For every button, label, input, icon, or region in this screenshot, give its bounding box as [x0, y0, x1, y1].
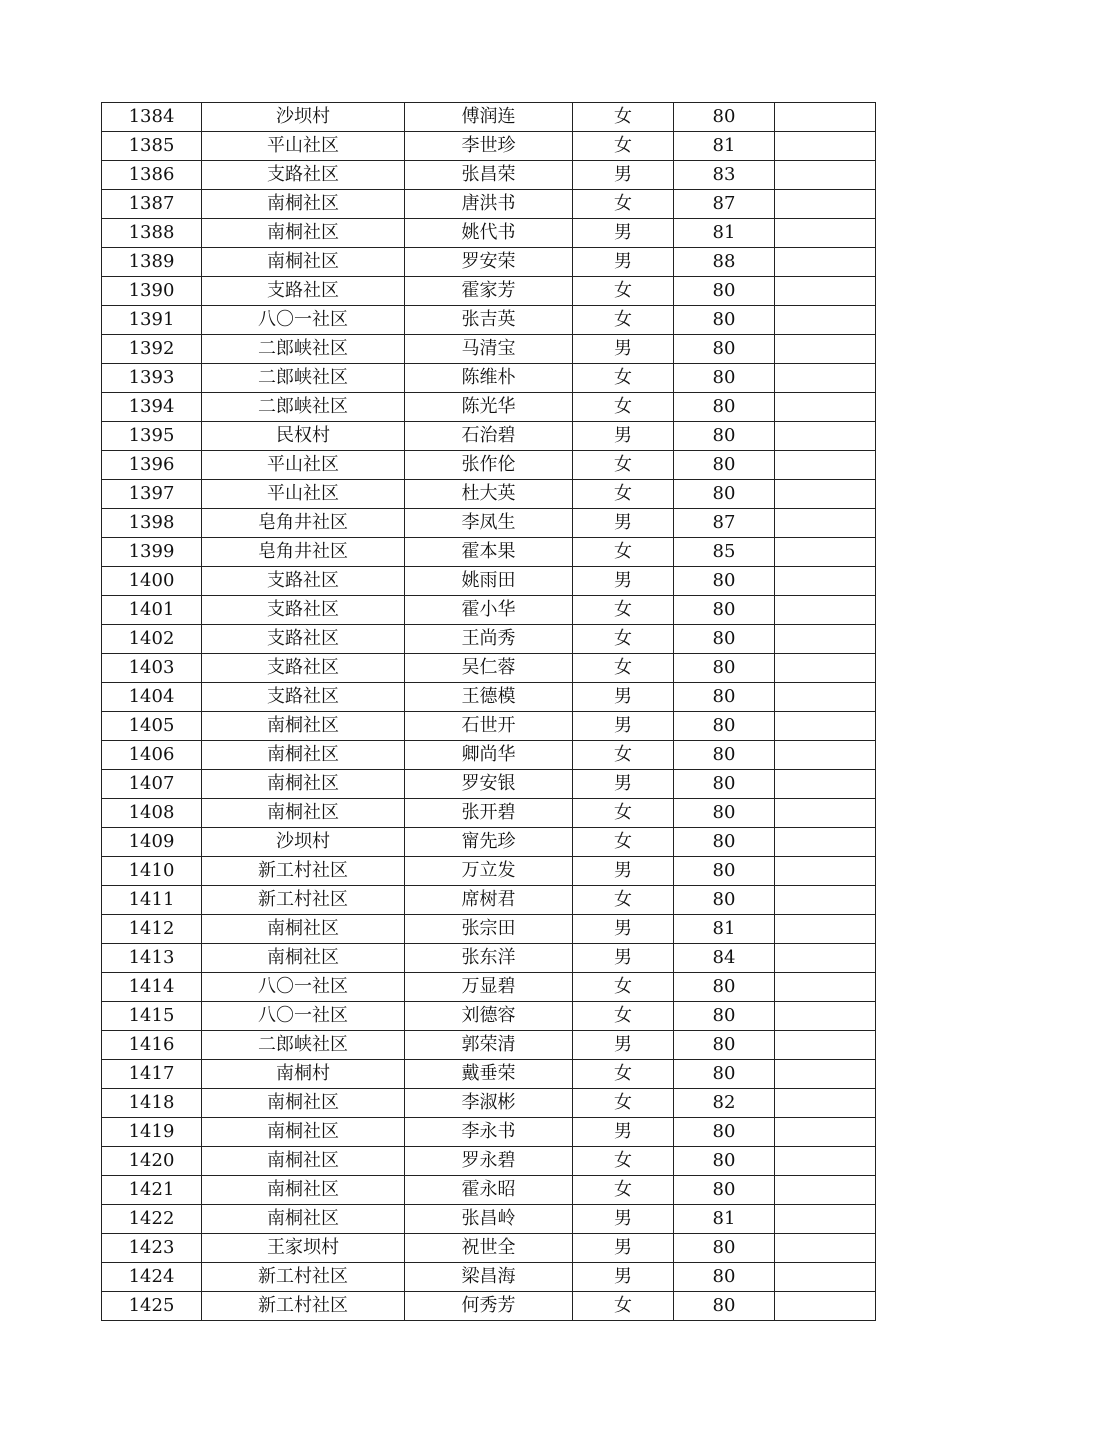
row-number-cell: 1394	[102, 393, 202, 422]
person-name-cell: 李淑彬	[405, 1089, 573, 1118]
table-row	[102, 1031, 876, 1060]
row-number-cell: 1396	[102, 451, 202, 480]
age-cell: 80	[674, 654, 775, 683]
community-cell: 沙坝村	[202, 828, 405, 857]
community-cell: 南桐社区	[202, 915, 405, 944]
person-name-cell: 刘德容	[405, 1002, 573, 1031]
community-cell: 八〇一社区	[202, 1002, 405, 1031]
note-cell	[775, 625, 876, 654]
table-row	[102, 103, 876, 132]
age-cell: 81	[674, 915, 775, 944]
age-cell: 80	[674, 335, 775, 364]
table-row	[102, 1089, 876, 1118]
note-cell	[775, 683, 876, 712]
row-number-cell: 1409	[102, 828, 202, 857]
row-number-cell: 1416	[102, 1031, 202, 1060]
age-cell: 80	[674, 1002, 775, 1031]
gender-cell: 女	[573, 277, 674, 306]
age-cell: 80	[674, 1292, 775, 1321]
age-cell: 80	[674, 683, 775, 712]
age-cell: 81	[674, 132, 775, 161]
age-cell: 80	[674, 828, 775, 857]
community-cell: 八〇一社区	[202, 306, 405, 335]
note-cell	[775, 219, 876, 248]
community-cell: 南桐社区	[202, 799, 405, 828]
note-cell	[775, 1002, 876, 1031]
row-number-cell: 1384	[102, 103, 202, 132]
person-name-cell: 吴仁蓉	[405, 654, 573, 683]
row-number-cell: 1424	[102, 1263, 202, 1292]
community-cell: 南桐社区	[202, 1176, 405, 1205]
community-cell: 二郎峡社区	[202, 1031, 405, 1060]
table-row	[102, 944, 876, 973]
table-row	[102, 1263, 876, 1292]
age-cell: 80	[674, 567, 775, 596]
gender-cell: 女	[573, 799, 674, 828]
row-number-cell: 1399	[102, 538, 202, 567]
age-cell: 81	[674, 1205, 775, 1234]
community-cell: 南桐社区	[202, 190, 405, 219]
gender-cell: 男	[573, 1205, 674, 1234]
table-row	[102, 451, 876, 480]
table-row	[102, 828, 876, 857]
note-cell	[775, 538, 876, 567]
note-cell	[775, 393, 876, 422]
person-name-cell: 罗安荣	[405, 248, 573, 277]
row-number-cell: 1417	[102, 1060, 202, 1089]
table-row	[102, 538, 876, 567]
row-number-cell: 1398	[102, 509, 202, 538]
age-cell: 80	[674, 857, 775, 886]
community-cell: 二郎峡社区	[202, 364, 405, 393]
gender-cell: 女	[573, 1089, 674, 1118]
table-row	[102, 1147, 876, 1176]
community-cell: 新工村社区	[202, 1263, 405, 1292]
note-cell	[775, 1118, 876, 1147]
person-name-cell: 李世珍	[405, 132, 573, 161]
person-name-cell: 唐洪书	[405, 190, 573, 219]
gender-cell: 男	[573, 509, 674, 538]
note-cell	[775, 741, 876, 770]
person-name-cell: 万显碧	[405, 973, 573, 1002]
community-cell: 支路社区	[202, 625, 405, 654]
note-cell	[775, 364, 876, 393]
note-cell	[775, 770, 876, 799]
gender-cell: 男	[573, 944, 674, 973]
row-number-cell: 1402	[102, 625, 202, 654]
gender-cell: 男	[573, 161, 674, 190]
row-number-cell: 1393	[102, 364, 202, 393]
age-cell: 80	[674, 103, 775, 132]
table-row	[102, 654, 876, 683]
row-number-cell: 1400	[102, 567, 202, 596]
age-cell: 80	[674, 973, 775, 1002]
table-row	[102, 509, 876, 538]
note-cell	[775, 161, 876, 190]
row-number-cell: 1413	[102, 944, 202, 973]
person-name-cell: 甯先珍	[405, 828, 573, 857]
note-cell	[775, 1292, 876, 1321]
row-number-cell: 1415	[102, 1002, 202, 1031]
community-cell: 南桐社区	[202, 248, 405, 277]
age-cell: 80	[674, 712, 775, 741]
row-number-cell: 1392	[102, 335, 202, 364]
note-cell	[775, 248, 876, 277]
note-cell	[775, 451, 876, 480]
community-cell: 南桐社区	[202, 1205, 405, 1234]
note-cell	[775, 306, 876, 335]
community-cell: 支路社区	[202, 683, 405, 712]
table-row	[102, 857, 876, 886]
row-number-cell: 1411	[102, 886, 202, 915]
gender-cell: 女	[573, 886, 674, 915]
person-name-cell: 李凤生	[405, 509, 573, 538]
table-row	[102, 712, 876, 741]
table-row	[102, 1002, 876, 1031]
row-number-cell: 1423	[102, 1234, 202, 1263]
community-cell: 南桐社区	[202, 944, 405, 973]
note-cell	[775, 1234, 876, 1263]
person-name-cell: 陈光华	[405, 393, 573, 422]
table-row	[102, 770, 876, 799]
table-row	[102, 422, 876, 451]
person-name-cell: 张宗田	[405, 915, 573, 944]
row-number-cell: 1419	[102, 1118, 202, 1147]
gender-cell: 男	[573, 712, 674, 741]
gender-cell: 男	[573, 335, 674, 364]
gender-cell: 女	[573, 393, 674, 422]
note-cell	[775, 1205, 876, 1234]
community-cell: 皂角井社区	[202, 538, 405, 567]
table-row	[102, 306, 876, 335]
row-number-cell: 1386	[102, 161, 202, 190]
note-cell	[775, 915, 876, 944]
age-cell: 80	[674, 306, 775, 335]
age-cell: 81	[674, 219, 775, 248]
note-cell	[775, 480, 876, 509]
note-cell	[775, 654, 876, 683]
person-name-cell: 陈维朴	[405, 364, 573, 393]
gender-cell: 女	[573, 132, 674, 161]
person-name-cell: 张昌荣	[405, 161, 573, 190]
age-cell: 83	[674, 161, 775, 190]
person-name-cell: 张作伦	[405, 451, 573, 480]
gender-cell: 女	[573, 451, 674, 480]
person-name-cell: 霍小华	[405, 596, 573, 625]
table-row	[102, 190, 876, 219]
age-cell: 80	[674, 770, 775, 799]
note-cell	[775, 944, 876, 973]
community-cell: 平山社区	[202, 480, 405, 509]
gender-cell: 女	[573, 480, 674, 509]
row-number-cell: 1421	[102, 1176, 202, 1205]
community-cell: 平山社区	[202, 451, 405, 480]
gender-cell: 女	[573, 103, 674, 132]
gender-cell: 女	[573, 973, 674, 1002]
note-cell	[775, 1089, 876, 1118]
age-cell: 84	[674, 944, 775, 973]
table-row	[102, 625, 876, 654]
community-cell: 南桐村	[202, 1060, 405, 1089]
row-number-cell: 1412	[102, 915, 202, 944]
gender-cell: 女	[573, 190, 674, 219]
community-cell: 平山社区	[202, 132, 405, 161]
row-number-cell: 1425	[102, 1292, 202, 1321]
person-name-cell: 祝世全	[405, 1234, 573, 1263]
table-row	[102, 1176, 876, 1205]
person-name-cell: 张开碧	[405, 799, 573, 828]
gender-cell: 女	[573, 1060, 674, 1089]
person-name-cell: 戴垂荣	[405, 1060, 573, 1089]
row-number-cell: 1404	[102, 683, 202, 712]
note-cell	[775, 509, 876, 538]
table-row	[102, 161, 876, 190]
community-cell: 支路社区	[202, 596, 405, 625]
gender-cell: 女	[573, 1176, 674, 1205]
community-cell: 南桐社区	[202, 741, 405, 770]
note-cell	[775, 422, 876, 451]
community-cell: 新工村社区	[202, 886, 405, 915]
person-name-cell: 罗永碧	[405, 1147, 573, 1176]
table-row	[102, 1234, 876, 1263]
table-row	[102, 596, 876, 625]
person-name-cell: 姚雨田	[405, 567, 573, 596]
age-cell: 80	[674, 393, 775, 422]
gender-cell: 男	[573, 422, 674, 451]
person-name-cell: 霍永昭	[405, 1176, 573, 1205]
row-number-cell: 1387	[102, 190, 202, 219]
community-cell: 支路社区	[202, 654, 405, 683]
age-cell: 80	[674, 451, 775, 480]
person-name-cell: 张东洋	[405, 944, 573, 973]
person-name-cell: 罗安银	[405, 770, 573, 799]
row-number-cell: 1390	[102, 277, 202, 306]
person-name-cell: 李永书	[405, 1118, 573, 1147]
gender-cell: 男	[573, 1263, 674, 1292]
community-cell: 二郎峡社区	[202, 335, 405, 364]
gender-cell: 女	[573, 1292, 674, 1321]
note-cell	[775, 277, 876, 306]
row-number-cell: 1403	[102, 654, 202, 683]
note-cell	[775, 828, 876, 857]
community-cell: 支路社区	[202, 277, 405, 306]
person-name-cell: 万立发	[405, 857, 573, 886]
person-name-cell: 石世开	[405, 712, 573, 741]
table-row	[102, 1292, 876, 1321]
community-cell: 南桐社区	[202, 1147, 405, 1176]
person-name-cell: 王尚秀	[405, 625, 573, 654]
note-cell	[775, 973, 876, 1002]
gender-cell: 男	[573, 219, 674, 248]
person-name-cell: 马清宝	[405, 335, 573, 364]
row-number-cell: 1397	[102, 480, 202, 509]
table-row	[102, 335, 876, 364]
age-cell: 85	[674, 538, 775, 567]
community-cell: 南桐社区	[202, 770, 405, 799]
age-cell: 80	[674, 277, 775, 306]
note-cell	[775, 1031, 876, 1060]
community-cell: 支路社区	[202, 161, 405, 190]
table-row	[102, 132, 876, 161]
age-cell: 82	[674, 1089, 775, 1118]
gender-cell: 男	[573, 770, 674, 799]
note-cell	[775, 1147, 876, 1176]
note-cell	[775, 335, 876, 364]
table-row	[102, 567, 876, 596]
note-cell	[775, 799, 876, 828]
community-cell: 南桐社区	[202, 219, 405, 248]
person-name-cell: 傅润连	[405, 103, 573, 132]
table-row	[102, 741, 876, 770]
gender-cell: 女	[573, 1002, 674, 1031]
community-cell: 新工村社区	[202, 857, 405, 886]
table-row	[102, 364, 876, 393]
person-name-cell: 郭荣清	[405, 1031, 573, 1060]
table-row	[102, 393, 876, 422]
note-cell	[775, 886, 876, 915]
community-cell: 二郎峡社区	[202, 393, 405, 422]
table-row	[102, 1060, 876, 1089]
gender-cell: 男	[573, 1234, 674, 1263]
table-row	[102, 480, 876, 509]
table-row	[102, 886, 876, 915]
gender-cell: 女	[573, 828, 674, 857]
age-cell: 87	[674, 190, 775, 219]
table-row	[102, 219, 876, 248]
person-name-cell: 王德模	[405, 683, 573, 712]
table-row	[102, 1205, 876, 1234]
note-cell	[775, 857, 876, 886]
note-cell	[775, 190, 876, 219]
gender-cell: 男	[573, 248, 674, 277]
community-cell: 南桐社区	[202, 712, 405, 741]
gender-cell: 男	[573, 683, 674, 712]
age-cell: 80	[674, 1263, 775, 1292]
gender-cell: 女	[573, 654, 674, 683]
age-cell: 88	[674, 248, 775, 277]
note-cell	[775, 1060, 876, 1089]
table-row	[102, 277, 876, 306]
age-cell: 80	[674, 422, 775, 451]
row-number-cell: 1410	[102, 857, 202, 886]
records-table-body	[102, 103, 876, 1321]
row-number-cell: 1407	[102, 770, 202, 799]
row-number-cell: 1389	[102, 248, 202, 277]
gender-cell: 女	[573, 625, 674, 654]
community-cell: 南桐社区	[202, 1089, 405, 1118]
note-cell	[775, 103, 876, 132]
table-row	[102, 799, 876, 828]
age-cell: 80	[674, 741, 775, 770]
gender-cell: 男	[573, 915, 674, 944]
person-name-cell: 霍本果	[405, 538, 573, 567]
person-name-cell: 姚代书	[405, 219, 573, 248]
age-cell: 80	[674, 1176, 775, 1205]
row-number-cell: 1420	[102, 1147, 202, 1176]
row-number-cell: 1408	[102, 799, 202, 828]
age-cell: 87	[674, 509, 775, 538]
note-cell	[775, 132, 876, 161]
person-name-cell: 杜大英	[405, 480, 573, 509]
row-number-cell: 1406	[102, 741, 202, 770]
row-number-cell: 1418	[102, 1089, 202, 1118]
note-cell	[775, 712, 876, 741]
gender-cell: 女	[573, 364, 674, 393]
table-row	[102, 248, 876, 277]
row-number-cell: 1414	[102, 973, 202, 1002]
person-name-cell: 张吉英	[405, 306, 573, 335]
table-row	[102, 683, 876, 712]
age-cell: 80	[674, 1118, 775, 1147]
row-number-cell: 1422	[102, 1205, 202, 1234]
age-cell: 80	[674, 1147, 775, 1176]
table-row	[102, 973, 876, 1002]
gender-cell: 女	[573, 538, 674, 567]
gender-cell: 女	[573, 306, 674, 335]
person-name-cell: 霍家芳	[405, 277, 573, 306]
table-row	[102, 1118, 876, 1147]
row-number-cell: 1405	[102, 712, 202, 741]
table-row	[102, 915, 876, 944]
age-cell: 80	[674, 1031, 775, 1060]
gender-cell: 女	[573, 1147, 674, 1176]
age-cell: 80	[674, 596, 775, 625]
row-number-cell: 1395	[102, 422, 202, 451]
row-number-cell: 1385	[102, 132, 202, 161]
community-cell: 王家坝村	[202, 1234, 405, 1263]
age-cell: 80	[674, 1060, 775, 1089]
gender-cell: 男	[573, 1118, 674, 1147]
person-name-cell: 石治碧	[405, 422, 573, 451]
person-name-cell: 席树君	[405, 886, 573, 915]
note-cell	[775, 1263, 876, 1292]
community-cell: 皂角井社区	[202, 509, 405, 538]
person-name-cell: 何秀芳	[405, 1292, 573, 1321]
person-name-cell: 卿尚华	[405, 741, 573, 770]
community-cell: 民权村	[202, 422, 405, 451]
row-number-cell: 1388	[102, 219, 202, 248]
gender-cell: 女	[573, 741, 674, 770]
note-cell	[775, 567, 876, 596]
gender-cell: 男	[573, 567, 674, 596]
row-number-cell: 1391	[102, 306, 202, 335]
gender-cell: 男	[573, 1031, 674, 1060]
age-cell: 80	[674, 625, 775, 654]
note-cell	[775, 596, 876, 625]
person-name-cell: 张昌岭	[405, 1205, 573, 1234]
records-table	[101, 102, 876, 1321]
row-number-cell: 1401	[102, 596, 202, 625]
community-cell: 南桐社区	[202, 1118, 405, 1147]
age-cell: 80	[674, 886, 775, 915]
community-cell: 支路社区	[202, 567, 405, 596]
age-cell: 80	[674, 1234, 775, 1263]
age-cell: 80	[674, 799, 775, 828]
community-cell: 沙坝村	[202, 103, 405, 132]
age-cell: 80	[674, 364, 775, 393]
gender-cell: 女	[573, 596, 674, 625]
age-cell: 80	[674, 480, 775, 509]
person-name-cell: 梁昌海	[405, 1263, 573, 1292]
community-cell: 八〇一社区	[202, 973, 405, 1002]
gender-cell: 男	[573, 857, 674, 886]
community-cell: 新工村社区	[202, 1292, 405, 1321]
note-cell	[775, 1176, 876, 1205]
